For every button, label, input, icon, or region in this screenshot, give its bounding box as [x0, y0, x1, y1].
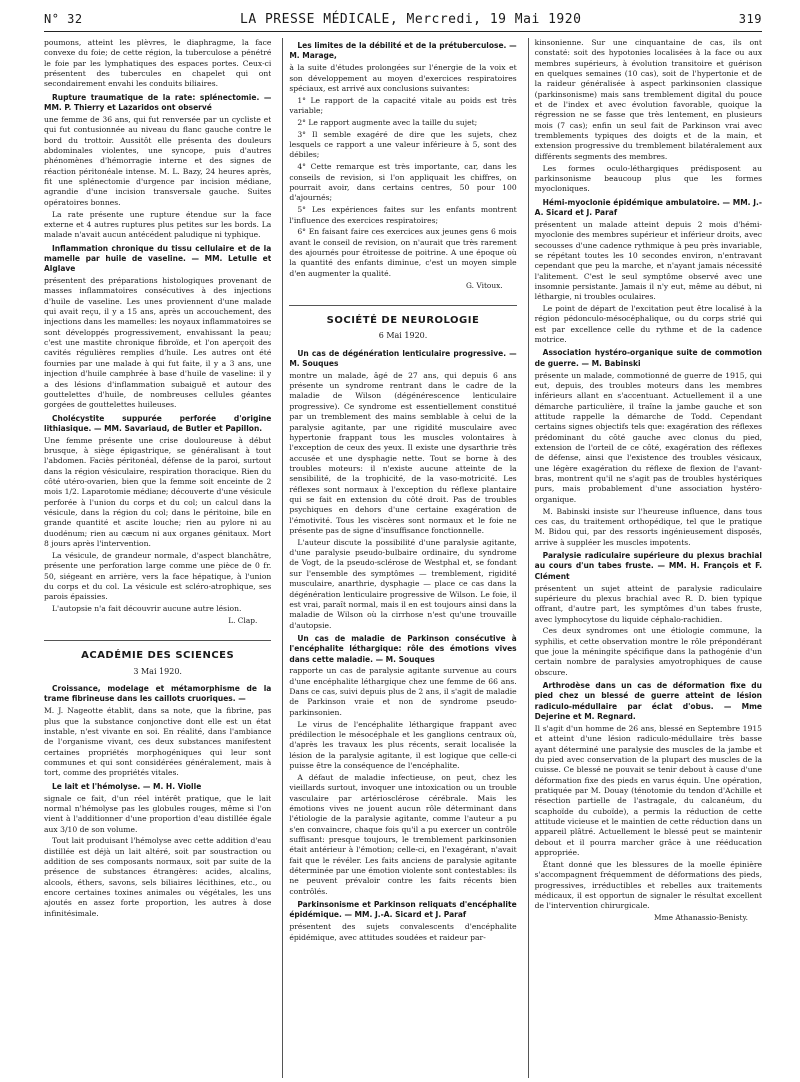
- column-2: [282, 38, 516, 1078]
- column-3: [528, 38, 762, 1078]
- list-item: 1° Le rapport de la capacité vitale au poids est très variable;: [289, 95, 517, 116]
- paragraph: Une femme présente une crise douloureuse à début brusque, à siège épigastrique, se généralisant à tout l'abdomen. Faciès péritonéal, défense de la paroi, surtout dans la région vésiculaire, respiration thoracique. Rien du côté utéro-ovarien, bien que la femme soit enceinte de 2 mois 1/2. Laparotomie médiane; découverte d'une vésicule perforée à l'union du corps et du col; un calcul dans la vésicule, dans la région du col; dans le péritoine, bile en grande quantité et ascite louche; rien au pylore ni au duodénum; rien au cæcum ni aux organes génitaux. Mort 8 jours après l'intervention.: [44, 435, 272, 549]
- article-heading: Arthrodèse dans un cas de déformation fixe du pied chez un blessé de guerre atteint de lésion radiculo-médullaire par éclat d'obus. — Mme Dejerine et M. Regnard.: [534, 681, 762, 722]
- masthead: [240, 12, 581, 27]
- paragraph: poumons, atteint les plèvres, le diaphragme, la face convexe du foie; de cette région, la tuberculose a pénétré le foie par les lymphatiques des espaces portes. Ceux-ci présentent des tubercules en chapelet qui ont secondairement envahi les conduits biliaires.: [44, 38, 272, 89]
- list-item: 2° Le rapport augmente avec la taille du sujet;: [297, 117, 478, 127]
- section-heading: ACADÉMIE DES SCIENCES: [44, 640, 271, 661]
- list-item: 4° Cette remarque est très importante, car, dans les conseils de revision, si l'on appliquait les chiffres, on pourrait avoir, dans certains centres, 50 pour 100 d'ajournés;: [289, 162, 517, 203]
- paragraph: M. J. Nageotte établit, dans sa note, que la fibrine, pas plus que la substance conjonctive dont elle est un état instable, n'est vivante en soi. En réalité, dans l'ambiance de l'organisme vivant, ces deux substances manifestent certaines propriétés morphogéniques qui leur sont communes et qui sont considérées généralement, mais à tort, comme des propriétés vitales.: [44, 706, 272, 778]
- list-item: 3° Il semble exagéré de dire que les sujets, chez lesquels ce rapport a une valeur inférieure à 5, sont des débiles;: [289, 129, 517, 160]
- article-heading: Inflammation chronique du tissu cellulaire et de la mamelle par huile de vaseline. — MM. Letulle et Alglave: [44, 243, 272, 274]
- article-heading: Paralysie radiculaire supérieure du plexus brachial au cours d'un tabes fruste. — MM. H. François et F. Clément: [534, 551, 762, 581]
- paragraph: présentent des préparations histologiques provenant de masses inflammatoires consécutives à des injections d'huile de vaseline. Les unes proviennent d'une malade qui avait reçu, il y a 15 ans, après un accouchement, des injections dans les mamelles: les noyaux inflammatoires se sont développés progressivement, envahissant la peau; c'est une mastite chronique fibroïde, et l'on aperçoit des cavités régulières remplies d'huile. Les autres ont été fournies par une malade à qui fut faite, il y a 3 ans, une injection d'huile camphrée à base d'huile de vaseline: il y a des lésions d'inflammation subaiguë et autour des gouttelettes d'huile, de nombreuses cellules géantes gorgées de gouttelettes huileuses.: [44, 276, 272, 410]
- paragraph: présentent des sujets convalescents d'encéphalite épidémique, avec attitudes soudées et raideur par-: [289, 922, 517, 942]
- paragraph: une femme de 36 ans, qui fut renversée par un cycliste et qui fut contusionnée au niveau du flanc gauche contre le bord du trottoir. Aussitôt elle présenta des douleurs abdominales violentes, une syncope, puis d'autres phénomènes d'hémorragie interne et des signes de réaction péritonéale intense. M. L. Bazy, 24 heures après, fit une splénectomie d'urgence par incision médiane, agrandie d'une incision transversale gauche. Suites opératoires bonnes.: [44, 114, 272, 207]
- paragraph: L'auteur discute la possibilité d'une paralysie agitante, d'une paralysie pseudo-bulbaire ordinaire, du syndrome de Vogt, de la pseudo-sclérose de Westphal et, se fondant sur l'ensemble des symptômes — tremblement, rigidité musculaire, anarthrie, dysphagie — place ce cas dans la dégénération lenticulaire progressive de Wilson. Le foie, il est vrai, paraît normal, mais il en est toujours ainsi dans la maladie de Wilson où la cirrhose n'est qu'une trouvaille d'autopsie.: [289, 537, 517, 630]
- paragraph: présente un malade, commotionné de guerre de 1915, qui eut, depuis, des troubles moteurs dans les membres inférieurs allant en s'accentuant. Actuellement il a une démarche particulière, il traîne la jambe gauche et son attitude rappelle la démarche de Todd. Cependant certains signes objectifs tels que: exagération des réflexes prédominant du côté gauche avec clonus du pied, extension de l'orteil de ce côté, exagération des réflexes de défense, ainsi que l'existence des troubles vésicaux, une légère exagération du réflexe de flexion de l'avant-bras, montrent qu'il ne s'agit pas de troubles hystériques purs, mais probablement d'une association hystéro-organique.: [534, 370, 762, 504]
- paragraph: à la suite d'études prolongées sur l'énergie de la voix et son développement au moyen d'exercices respiratoires spéciaux, est arrivé aux conclusions suivantes:: [289, 63, 517, 93]
- article-heading: Cholécystite suppurée perforée d'origine lithiasique. — MM. Savariaud, de Butler et Papillon.: [44, 413, 272, 433]
- issue-date: Mercredi, 19 Mai 1920: [406, 12, 582, 27]
- section-date: 3 Mai 1920.: [133, 666, 182, 676]
- journal-title: LA PRESSE MÉDICALE,: [240, 12, 399, 27]
- columns: [44, 38, 762, 1078]
- article-heading: Parkinsonisme et Parkinson reliquats d'encéphalite épidémique. — MM. J.-A. Sicard et J. Paraf: [289, 899, 517, 920]
- column-1: [44, 38, 271, 1078]
- paragraph: La vésicule, de grandeur normale, d'aspect blanchâtre, présente une perforation large comme une pièce de 0 fr. 50, siégeant en arrière, vers la face hépatique, à l'union du corps et du col. La vésicule est scléro-atrophique, ses parois épaissies.: [44, 551, 272, 602]
- paragraph: La rate présente une rupture étendue sur la face externe et 4 autres ruptures plus petites sur les bords. La malade n'avait aucun antécédent paludique ni typhique.: [44, 209, 272, 240]
- article-heading: Rupture traumatique de la rate: splénectomie. — MM. P. Thierry et Lazaridos ont observé: [44, 92, 272, 113]
- list-item: 6° En faisant faire ces exercices aux jeunes gens 6 mois avant le conseil de revision, on n'aurait que très rarement des ajournés pour étroitesse de poitrine. A une époque où la quantité des enfants diminue, c'est un moyen simple d'en augmenter la qualité.: [289, 227, 517, 278]
- paragraph: signale ce fait, d'un réel intérêt pratique, que le lait normal n'hémolyse pas les globules rouges, même si l'on vient à l'additionner d'une proportion d'eau distillée égale aux 3/10 de son volume.: [44, 793, 272, 834]
- paragraph: rapporte un cas de paralysie agitante survenue au cours d'une encéphalite léthargique chez une femme de 66 ans. Dans ce cas, suivi depuis plus de 2 ans, il s'agit de maladie de Parkinson vraie et non de syndrome pseudo-parkinsonien.: [289, 666, 517, 717]
- paragraph: Il s'agit d'un homme de 26 ans, blessé en Septembre 1915 et atteint d'une lésion radiculo-médullaire très basse ayant déterminé une paralysie des muscles de la jambe et du pied avec conservation de la plupart des muscles de la cuisse. Ce blessé ne pouvait se tenir debout à cause d'une déformation fixe des pieds en varus équin. Une opération, pratiquée par M. Douay (ténotomie du tendon d'Achille et résection partielle de l'astragale, du calcanéum, du scaphoïde du cuboïde), a permis la réduction de cette attitude vicieuse et le maintien de cette réduction dans un appareil plâtré. Actuellement le blessé peut se maintenir debout et il pourra marcher grâce à une rééducation appropriée.: [534, 724, 762, 858]
- section-heading: SOCIÉTÉ DE NEUROLOGIE: [289, 305, 516, 326]
- page-header: [44, 12, 762, 32]
- paragraph: L'autopsie n'a fait découvrir aucune autre lésion.: [52, 604, 242, 614]
- issue-number: N° 32: [44, 12, 83, 26]
- paragraph: Ces deux syndromes ont une étiologie commune, la syphilis, et cette observation montre le rôle prépondérant que joue la méningite spécifique dans la pathogénie d'un certain nombre de paralysies amyotrophiques de cause obscure.: [534, 626, 762, 677]
- page-number: 319: [738, 12, 762, 26]
- paragraph: kinsonienne. Sur une cinquantaine de cas, ils ont constaté: soit des hypotonies localisées à la face ou aux membres supérieurs, à évolution transitoire et guérison en quelques semaines (10 cas), soit de l'hypertonie et de la raideur généralisée à aspect parkinsonien classique (parkinsonisme) mais sans tremblement digital du pouce et de l'index et avec évolution favorable, quoique la régression ne se fasse que très lentement, en plusieurs mois (7 cas); enfin un seul fait de Parkinson vrai avec tremblements typiques des doigts et de la main, et extension progressive du tremblement bilatéralement aux différents segments des membres.: [534, 38, 762, 161]
- article-heading: Croissance, modelage et métamorphisme de la trame fibrineuse dans les caillots cruoriques. —: [44, 684, 272, 704]
- article-heading: Un cas de maladie de Parkinson consécutive à l'encéphalite léthargique: rôle des émotions vives dans cette maladie. — M. Souques: [289, 633, 517, 664]
- paragraph: M. Babinski insiste sur l'heureuse influence, dans tous ces cas, du traitement orthopédique, tel que le pratique M. Bidou qui, par des ressorts ingénieusement disposés, arrive à suppléer les muscles impotents.: [534, 506, 762, 547]
- paragraph: présentent un malade atteint depuis 2 mois d'hémi-myoclonie des membres supérieur et inférieur droits, avec secousses d'une cadence rythmique à peu près invariable, se répétant toutes les 10 secondes environ, n'entravant cependant que peu la marche, et n'ayant jamais nécessité l'alitement. C'est le seul symptôme observé avec une insomnie persistante. Jamais il n'y eut, même au début, ni léthargie, ni troubles oculaires.: [534, 219, 762, 302]
- paragraph: Les formes oculo-léthargiques prédisposent au parkinsonisme beaucoup plus que les formes myocloniques.: [534, 163, 762, 194]
- author-signature: Mme Athanassio-Benisty.: [654, 913, 748, 923]
- paragraph: présentent un sujet atteint de paralysie radiculaire supérieure du plexus brachial avec R. D. bien typique offrant, d'autre part, les symptômes d'un tabes fruste, avec lymphocytose du liquide céphalo-rachidien.: [534, 583, 762, 624]
- paragraph: Le point de départ de l'excitation peut être localisé à la région pédonculo-mésocéphalique, ou du corps strié qui est par excellence celle du rythme et de la cadence motrice.: [534, 304, 762, 345]
- article-heading: Un cas de dégénération lenticulaire progressive. — M. Souques: [289, 348, 517, 368]
- article-heading: Les limites de la débilité et de la prétuberculose. — M. Marage,: [289, 41, 517, 61]
- paragraph: A défaut de maladie infectieuse, on peut, chez les vieillards surtout, invoquer une intoxication ou un trouble vasculaire par artériosclérose cérébrale. Mais les émotions vives ne jouent aucun rôle déterminant dans l'étiologie de la paralysie agitante, comme l'auteur a pu s'en convaincre, chaque fois qu'il a pu exercer un contrôle suffisant: presque toujours, le tremblement parkinsonien était antérieur à l'émotion; celle-ci, en l'exagérant, n'avait fait que le révéler. Les faits anciens de paralysie agitante déterminée par une émotion violente sont contestables: ils ne peuvent prévaloir contre les faits récents bien contrôlés.: [289, 772, 517, 896]
- paragraph: Étant donné que les blessures de la moelle épinière s'accompagnent fréquemment de déformations des pieds, progressives, irréductibles et rebelles aux traitements médicaux, il est opportun de signaler le résultat excellent de l'intervention chirurgicale.: [534, 859, 762, 911]
- list-item: 5° Les expériences faites sur les enfants montrent l'influence des exercices respiratoires;: [289, 205, 517, 225]
- article-heading: Hémi-myoclonie épidémique ambulatoire. — MM. J.-A. Sicard et J. Paraf: [534, 197, 762, 217]
- article-heading: Association hystéro-organique suite de commotion de guerre. — M. Babinski: [534, 348, 762, 368]
- paragraph: Le virus de l'encéphalite léthargique frappant avec prédilection le mésocéphale et les ganglions centraux où, d'après les travaux les plus récents, serait localisée la lésion de la paralysie agitante, il est logique que celle-ci puisse être la conséquence de l'encéphalite.: [289, 719, 517, 770]
- author-signature: G. Vitoux.: [466, 280, 503, 290]
- paragraph: montre un malade, âgé de 27 ans, qui depuis 6 ans présente un syndrome rentrant dans le cadre de la maladie de Wilson (dégénérescence lenticulaire progressive). Ce syndrome est essentiellement constitué par un tremblement des mains semblable à celui de la paralysie agitante, par une rigidité musculaire avec hypertonie frappant tous les muscles volontaires à l'exception de ceux des yeux. Il existe une dysarthrie très accusée et une dysphagie nette. Tout se borne à des troubles moteurs: il n'existe aucune atteinte de la sensibilité, de la trophicité, de la vaso-motricité. Les réflexes sont normaux à l'exception du réflexe plantaire qui se fait en extension du côté droit. Pas de troubles psychiques en dehors d'une certaine exagération de l'émotivité. Tous les viscères sont normaux et le foie ne présente pas de signe d'insuffisance fonctionnelle.: [289, 370, 517, 535]
- author-signature: L. Clap.: [228, 616, 258, 626]
- article-heading: Le lait et l'hémolyse. — M. H. Violle: [52, 781, 202, 791]
- section-date: 6 Mai 1920.: [378, 331, 428, 341]
- paragraph: Tout lait produisant l'hémolyse avec cette addition d'eau distillée est déjà un lait altéré, soit par soustraction ou addition de ses composants normaux, soit par suite de la présence de substances étrangères: acides, alcalins, alcools, éthers, savons, sels biliaires lécithines, etc., ou encore certaines toxines animales ou végétales, les uns ajoutés en assez forte proportion, les autres à dose infinitésimale.: [44, 836, 272, 918]
